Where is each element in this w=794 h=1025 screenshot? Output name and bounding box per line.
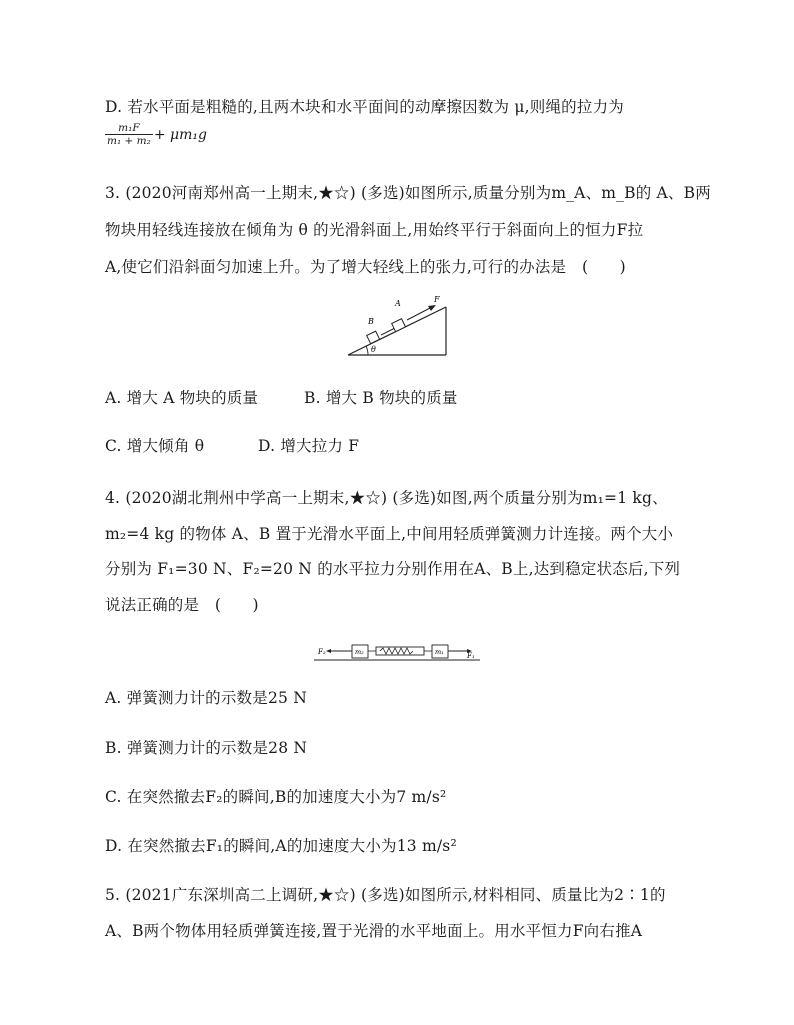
angle-arc bbox=[366, 346, 368, 355]
q5-stem-line-1: 5. (2021广东深圳高二上调研,★☆) (多选)如图所示,材料相同、质量比为2∶1的 bbox=[105, 886, 666, 904]
force-f-arrowhead bbox=[428, 305, 436, 311]
q4-option-a: A. 弹簧测力计的示数是25 N bbox=[105, 689, 307, 707]
formula-friction-term: + μm₁g bbox=[153, 126, 207, 143]
block-m1-label: m₁ bbox=[435, 648, 444, 656]
q3-option-d: D. 增大拉力 F bbox=[258, 437, 360, 455]
q3-option-c: C. 增大倾角 θ bbox=[105, 437, 205, 455]
formula-numerator: m₁F bbox=[118, 122, 140, 134]
block-m2-label: m₂ bbox=[355, 648, 364, 656]
force-f2-arrowhead bbox=[326, 649, 331, 653]
q4-option-b: B. 弹簧测力计的示数是28 N bbox=[105, 739, 308, 757]
connecting-string bbox=[381, 328, 395, 335]
q4-stem-line-4: 说法正确的是 ( ) bbox=[105, 596, 259, 614]
q4-option-d: D. 在突然撤去F₁的瞬间,A的加速度大小为13 m/s² bbox=[105, 837, 457, 855]
spring-scale-diagram bbox=[314, 641, 480, 663]
q3-stem-line-1: 3. (2020河南郑州高一上期末,★☆) (多选)如图所示,质量分别为m_A、m_B的 A、B两 bbox=[105, 184, 711, 202]
q5-stem-line-2: A、B两个物体用轻质弹簧连接,置于光滑的水平地面上。用水平恒力F向右推A bbox=[105, 922, 643, 940]
theta-label: θ bbox=[371, 345, 376, 354]
incline-diagram bbox=[340, 292, 460, 362]
block-a-label: A bbox=[395, 299, 401, 308]
q4-stem-line-3: 分别为 F₁=30 N、F₂=20 N 的水平拉力分别作用在A、B上,达到稳定状态后,下列 bbox=[105, 560, 681, 578]
block-a bbox=[392, 319, 406, 332]
force-f2-label: F₂ bbox=[318, 648, 326, 656]
q3-stem-line-3: A,使它们沿斜面匀加速上升。为了增大轻线上的张力,可行的办法是 ( ) bbox=[105, 258, 626, 276]
block-b bbox=[367, 331, 380, 343]
q4-stem-line-1: 4. (2020湖北荆州中学高一上期末,★☆) (多选)如图,两个质量分别为m₁=1 kg、 bbox=[105, 489, 668, 507]
block-b-label: B bbox=[368, 317, 374, 326]
force-f-arrow bbox=[407, 307, 432, 320]
q4-stem-line-2: m₂=4 kg 的物体 A、B 置于光滑水平面上,中间用轻质弹簧测力计连接。两个大小 bbox=[105, 525, 674, 543]
force-f-label: F bbox=[434, 295, 440, 304]
q4-option-c: C. 在突然撤去F₂的瞬间,B的加速度大小为7 m/s² bbox=[105, 788, 447, 806]
q2-option-d: D. 若水平面是粗糙的,且两木块和水平面间的动摩擦因数为 μ,则绳的拉力为 bbox=[105, 98, 624, 116]
q3-option-a: A. 增大 A 物块的质量 bbox=[105, 389, 259, 407]
formula-denominator: m₁ + m₂ bbox=[107, 135, 151, 147]
force-f1-label: F₁ bbox=[467, 652, 475, 660]
q3-stem-line-2: 物块用轻线连接放在倾角为 θ 的光滑斜面上,用始终平行于斜面向上的恒力F拉 bbox=[105, 221, 644, 239]
q3-option-b: B. 增大 B 物块的质量 bbox=[304, 389, 458, 407]
q2-tension-formula bbox=[105, 122, 207, 147]
